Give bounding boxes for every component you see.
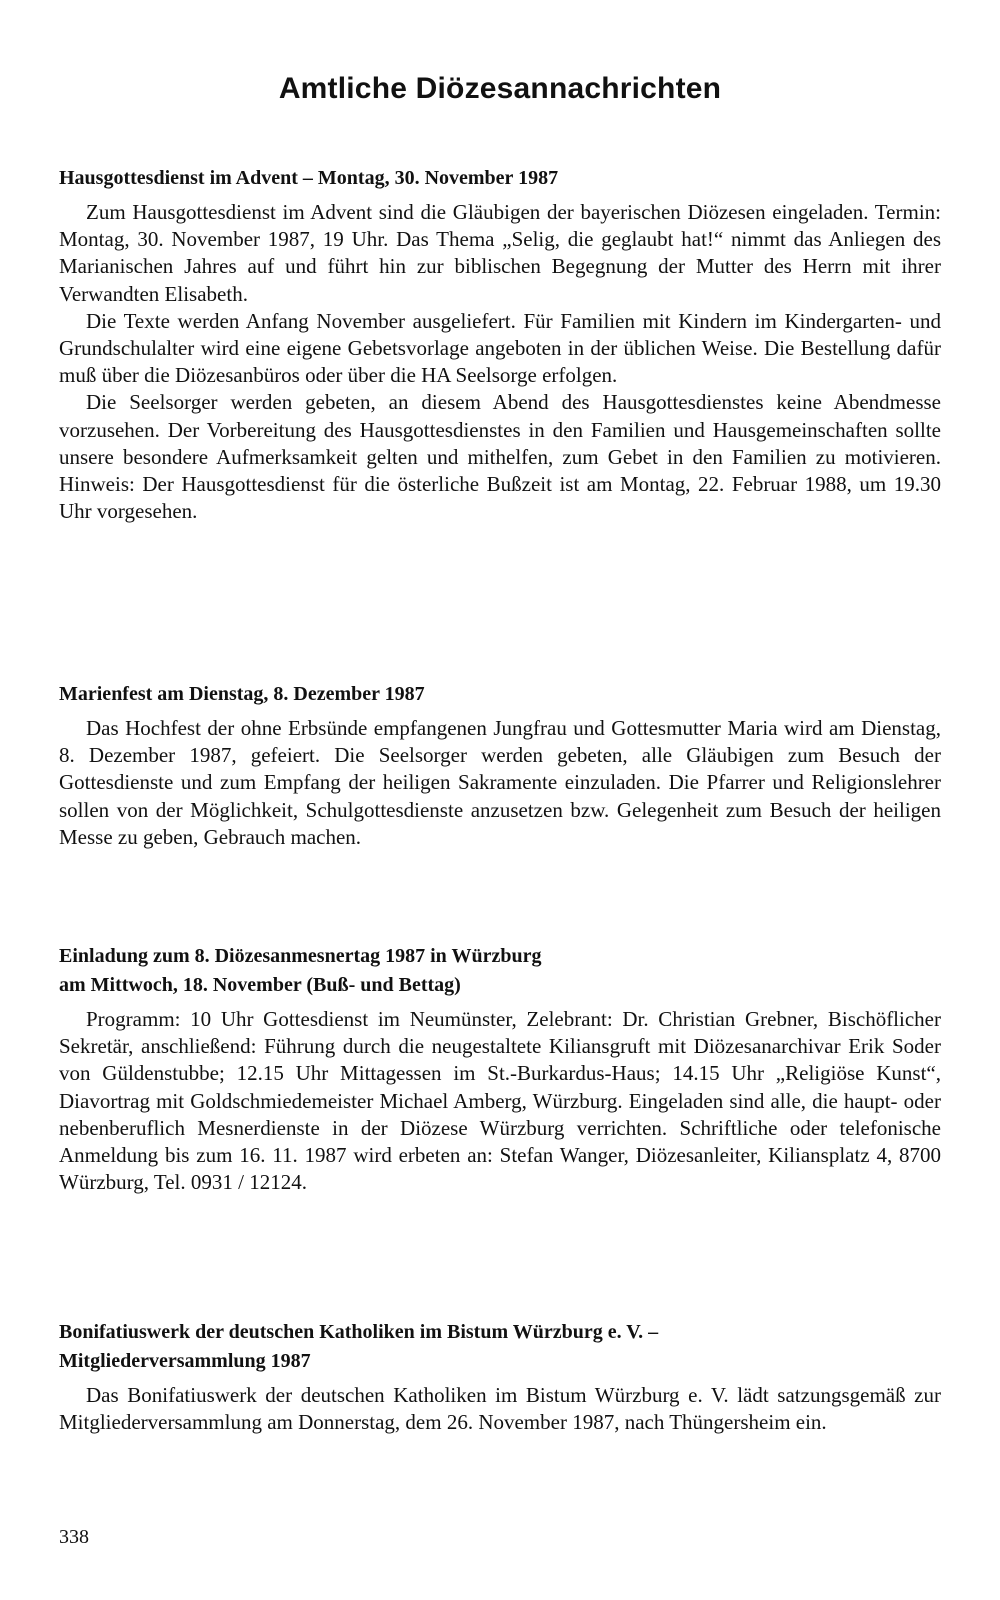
heading-line: am Mittwoch, 18. November (Buß- und Bettag) xyxy=(59,974,461,996)
section-marienfest xyxy=(59,680,941,851)
paragraph: Programm: 10 Uhr Gottesdienst im Neumünster, Zelebrant: Dr. Christian Grebner, Bischöflicher Sekretär, anschließend: Führung durch die neugestaltete Kiliansgruft mit Diözesanarchivar Erik Soder von Güldenstubbe; 12.15 Uhr Mittagessen im St.-Burkardus-Haus; 14.15 Uhr „Religiöse Kunst“, Diavortrag mit Goldschmiedemeister Michael Amberg, Würzburg. Eingeladen sind alle, die haupt- oder nebenberuflich Mesnerdienste in der Diözese Würzburg verrichten. Schriftliche oder telefonische Anmeldung bis zum 16. 11. 1987 wird erbeten an: Stefan Wanger, Diözesanleiter, Kiliansplatz 4, 8700 Würzburg, Tel. 0931 / 12124. xyxy=(59,1007,941,1195)
section-heading: Hausgottesdienst im Advent – Montag, 30. November 1987 xyxy=(59,167,559,189)
paragraph: Das Bonifatiuswerk der deutschen Katholiken im Bistum Würzburg e. V. lädt satzungsgemäß zur Mitgliederversammlung am Donnerstag, dem 26. November 1987, nach Thüngersheim ein. xyxy=(59,1383,941,1435)
page-title: Amtliche Diözesannachrichten xyxy=(278,72,722,105)
section-mesnertag xyxy=(59,942,941,1196)
section-heading: Marienfest am Dienstag, 8. Dezember 1987 xyxy=(59,683,425,705)
document-page xyxy=(59,0,941,1600)
section-heading xyxy=(59,1318,941,1376)
paragraph: Die Texte werden Anfang November ausgeliefert. Für Familien mit Kindern im Kindergarten- und Grundschulalter wird eine eigene Gebetsvorlage angeboten in der üblichen Weise. Die Bestellung dafür muß über die Diözesanbüros oder über die HA Seelsorge erfolgen. xyxy=(59,308,941,388)
heading-line: Einladung zum 8. Diözesanmesnertag 1987 in Würzburg xyxy=(59,945,542,967)
page-number: 338 xyxy=(59,1526,89,1548)
section-bonifatiuswerk xyxy=(59,1318,941,1436)
section-hausgottesdienst xyxy=(59,164,941,525)
heading-line: Bonifatiuswerk der deutschen Katholiken im Bistum Würzburg e. V. – xyxy=(59,1321,659,1343)
paragraph: Die Seelsorger werden gebeten, an diesem Abend des Hausgottesdienstes keine Abendmesse vorzusehen. Der Vorbereitung des Hausgottesdienstes in den Familien und Hausgemeinschaften sollte unsere besondere Aufmerksamkeit gelten und mithelfen, zum Gebet in den Familien zu motivieren. Hinweis: Der Hausgottesdienst für die österliche Bußzeit ist am Montag, 22. Februar 1988, um 19.30 Uhr vorgesehen. xyxy=(59,390,941,524)
paragraph: Zum Hausgottesdienst im Advent sind die Gläubigen der bayerischen Diözesen eingeladen. Termin: Montag, 30. November 1987, 19 Uhr. Das Thema „Selig, die geglaubt hat!“ nimmt das Anliegen des Marianischen Jahres auf und führt hin zur biblischen Begegnung der Mutter des Herrn mit ihrer Verwandten Elisabeth. xyxy=(59,200,941,306)
heading-line: Mitgliederversammlung 1987 xyxy=(59,1350,311,1372)
section-heading xyxy=(59,942,941,1000)
paragraph: Das Hochfest der ohne Erbsünde empfangenen Jungfrau und Gottesmutter Maria wird am Dienstag, 8. Dezember 1987, gefeiert. Die Seelsorger werden gebeten, alle Gläubigen zum Besuch der Gottesdienste und zum Empfang der heiligen Sakramente einzuladen. Die Pfarrer und Religionslehrer sollen von der Möglichkeit, Schulgottesdienste anzusetzen bzw. Gelegenheit zum Besuch der heiligen Messe zu geben, Gebrauch machen. xyxy=(59,716,941,849)
